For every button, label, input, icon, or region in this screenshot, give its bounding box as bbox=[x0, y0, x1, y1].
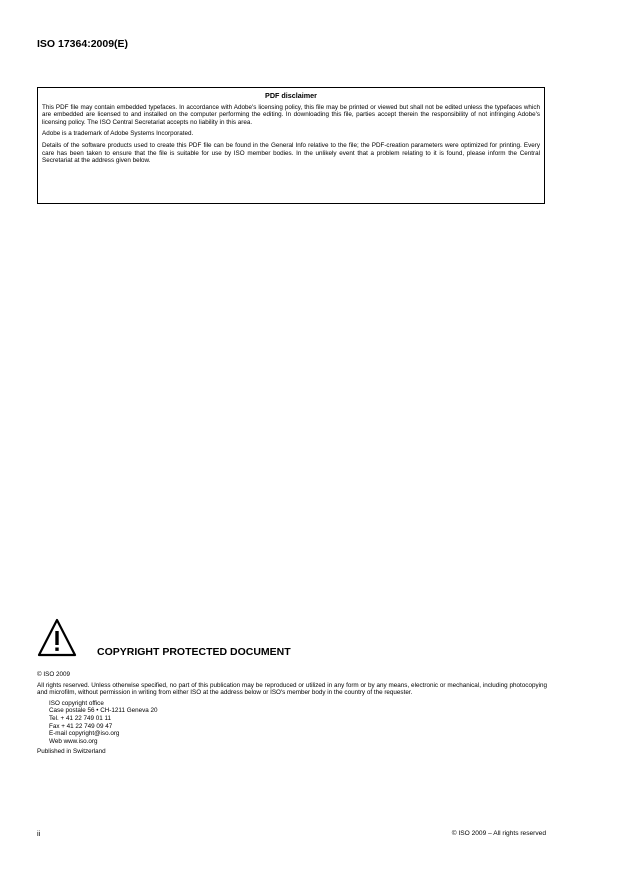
warning-triangle-icon bbox=[37, 618, 77, 658]
document-id: ISO 17364:2009(E) bbox=[37, 38, 129, 50]
address-email: E-mail copyright@iso.org bbox=[49, 730, 120, 738]
copyright-rights-text: All rights reserved. Unless otherwise specified, no part of this publication may be reproduced or utilized in any form or by any means, electronic or mechanical, including photocopying and microfilm, without permission in writing from either ISO at the address below or ISO's member body in the country of the requester. bbox=[37, 681, 547, 697]
disclaimer-title: PDF disclaimer bbox=[265, 91, 317, 100]
address-office: ISO copyright office bbox=[49, 699, 104, 707]
copyright-year: © ISO 2009 bbox=[37, 671, 70, 678]
address-fax: Fax + 41 22 749 09 47 bbox=[49, 722, 113, 730]
disclaimer-paragraph-licensing: This PDF file may contain embedded typefaces. In accordance with Adobe's licensing policy, this file may be printed or viewed but shall not be edited unless the typefaces which are embedded are licensed to and installed on the computer performing the editing. In downloading this file, parties accept therein the responsibility of not infringing Adobe's licensing policy. The ISO Central Secretariat accepts no liability in this area. bbox=[42, 103, 540, 126]
copyright-title: COPYRIGHT PROTECTED DOCUMENT bbox=[97, 646, 291, 658]
pdf-disclaimer-box bbox=[37, 87, 545, 204]
copyright-block bbox=[37, 671, 547, 759]
disclaimer-paragraph-trademark: Adobe is a trademark of Adobe Systems Incorporated. bbox=[42, 130, 194, 138]
address-tel: Tel. + 41 22 749 01 11 bbox=[49, 714, 112, 722]
copyright-address bbox=[37, 700, 547, 746]
footer-copyright: © ISO 2009 – All rights reserved bbox=[451, 830, 546, 837]
disclaimer-paragraph-details: Details of the software products used to create this PDF file can be found in the General Info relative to the file; the PDF-creation parameters were optimized for printing. Every care has been taken to ensure that the file is suitable for use by ISO member bodies. In the unlikely event that a problem relating to it is found, please inform the Central Secretariat at the address given below. bbox=[42, 141, 540, 165]
address-postal: Case postale 56 • CH-1211 Geneva 20 bbox=[49, 707, 158, 715]
page-number: ii bbox=[37, 829, 41, 838]
published-in: Published in Switzerland bbox=[37, 748, 106, 756]
address-web: Web www.iso.org bbox=[49, 737, 98, 745]
